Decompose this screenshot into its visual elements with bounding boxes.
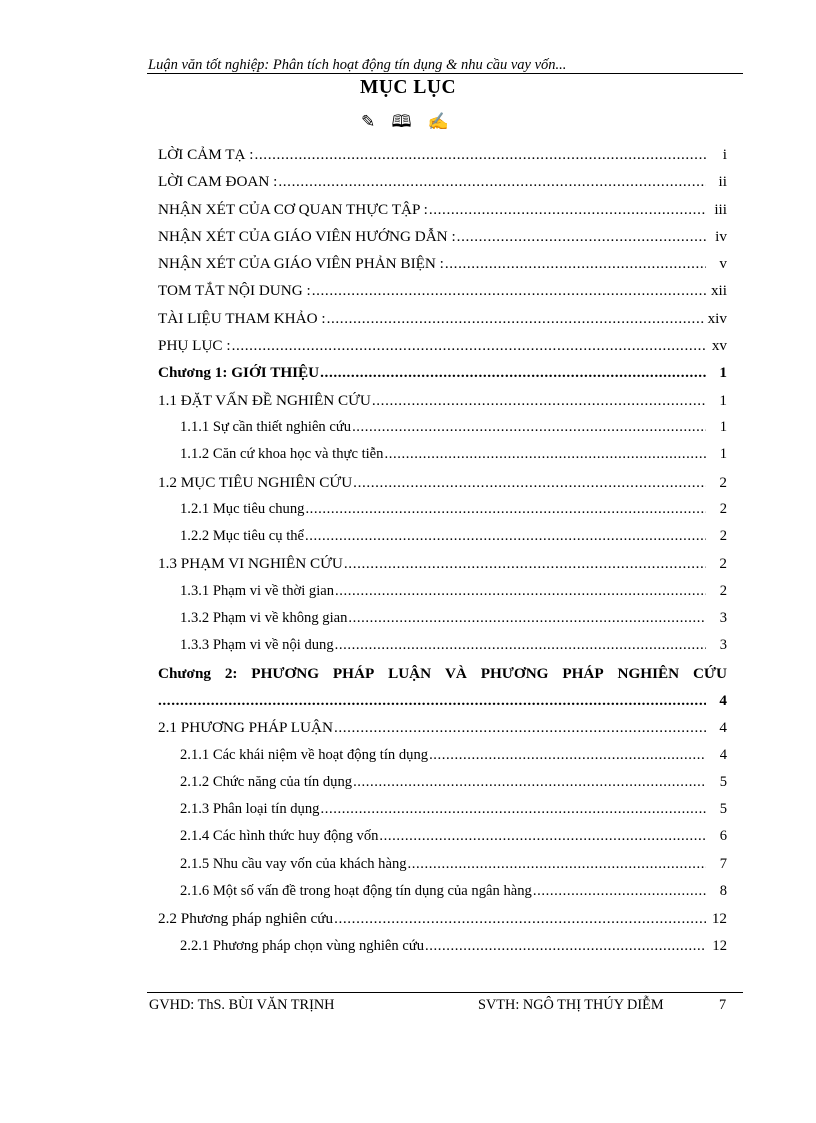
chapter-2-word: 2: [224,664,238,682]
chapter-2-label [158,660,727,687]
toc-subsection[interactable]: 2.1.5 Nhu cầu vay vốn của khách hàng ..... 7 [180,851,727,878]
footer-advisor: GVHD: ThS. BÙI VĂN TRỊNH [149,997,335,1013]
chapter-2-word: CỨU [692,664,727,682]
toc-subsection[interactable]: 2.2.1 Phương pháp chọn vùng nghiên cứu ..... 12 [180,933,727,960]
toc-chapter-1[interactable]: Chương 1: GIỚI THIỆU ..... 1 [158,359,727,386]
table-of-contents [158,141,727,960]
running-header: Luận văn tốt nghiệp: Phân tích hoạt động tín dụng & nhu cầu vay vốn... [148,57,567,73]
chapter-2-word: PHÁP [332,664,375,682]
toc-subsection[interactable]: 1.3.2 Phạm vi về không gian ..... 3 [180,605,727,632]
toc-chapter-2-leader[interactable]: ..... 4 [158,687,727,714]
toc-entry[interactable]: TOM TẮT NỘI DUNG : ..... xii [158,277,727,304]
toc-section[interactable]: 2.1 PHƯƠNG PHÁP LUẬN ..... 4 [158,714,727,741]
toc-entry[interactable]: NHẬN XÉT CỦA GIÁO VIÊN PHẢN BIỆN : ..... v [158,250,727,277]
chapter-2-word: Chương [158,664,211,682]
toc-subsection[interactable]: 1.2.2 Mục tiêu cụ thể ..... 2 [180,523,727,550]
toc-subsection[interactable]: 1.3.3 Phạm vi về nội dung ..... 3 [180,632,727,659]
chapter-2-word: PHƯƠNG [480,664,549,682]
header-rule [147,73,743,74]
toc-subsection[interactable]: 1.1.2 Căn cứ khoa học và thực tiễn ..... 1 [180,441,727,468]
toc-section[interactable]: 1.2 MỤC TIÊU NGHIÊN CỨU ..... 2 [158,469,727,496]
toc-entry[interactable]: NHẬN XÉT CỦA CƠ QUAN THỰC TẬP : ..... iii [158,196,727,223]
toc-entry[interactable]: LỜI CẢM TẠ : ..... i [158,141,727,168]
toc-section[interactable]: 1.1 ĐẶT VẤN ĐỀ NGHIÊN CỨU ..... 1 [158,387,727,414]
toc-section[interactable]: 1.3 PHẠM VI NGHIÊN CỨU ..... 2 [158,550,727,577]
chapter-2-word: PHÁP [562,664,604,682]
toc-entry[interactable]: LỜI CAM ĐOAN : ..... ii [158,168,727,195]
toc-subsection[interactable]: 2.1.1 Các khái niệm về hoạt động tín dụng ..... 4 [180,742,727,769]
toc-subsection[interactable]: 1.3.1 Phạm vi về thời gian ..... 2 [180,578,727,605]
chapter-2-word: VÀ [444,664,467,682]
footer-rule [147,992,743,993]
chapter-2-word: LUẬN [388,664,432,682]
toc-subsection[interactable]: 2.1.3 Phân loại tín dụng ..... 5 [180,796,727,823]
toc-subsection[interactable]: 1.1.1 Sự cần thiết nghiên cứu ..... 1 [180,414,727,441]
toc-subsection[interactable]: 2.1.6 Một số vấn đề trong hoạt động tín dụng của ngân hàng ..... 8 [180,878,727,905]
toc-entry[interactable]: TÀI LIỆU THAM KHẢO : ..... xiv [158,305,727,332]
chapter-2-word: NGHIÊN [617,664,680,682]
toc-entry[interactable]: PHỤ LỤC : ..... xv [158,332,727,359]
ornament-icons: ✎ 🕮 ✍ [361,112,455,131]
page-title: MỤC LỤC [359,77,457,98]
footer-student: SVTH: NGÔ THỊ THÚY DIỄM [478,997,664,1013]
chapter-2-word: PHƯƠNG [251,664,320,682]
toc-subsection[interactable]: 2.1.2 Chức năng của tín dụng ..... 5 [180,769,727,796]
toc-subsection[interactable]: 2.1.4 Các hình thức huy động vốn ..... 6 [180,823,727,850]
toc-section[interactable]: 2.2 Phương pháp nghiên cứu ..... 12 [158,905,727,932]
footer-page-number: 7 [719,997,727,1013]
toc-chapter-2-title[interactable] [158,660,727,687]
toc-subsection[interactable]: 1.2.1 Mục tiêu chung ..... 2 [180,496,727,523]
toc-entry[interactable]: NHẬN XÉT CỦA GIÁO VIÊN HƯỚNG DẪN : ..... iv [158,223,727,250]
